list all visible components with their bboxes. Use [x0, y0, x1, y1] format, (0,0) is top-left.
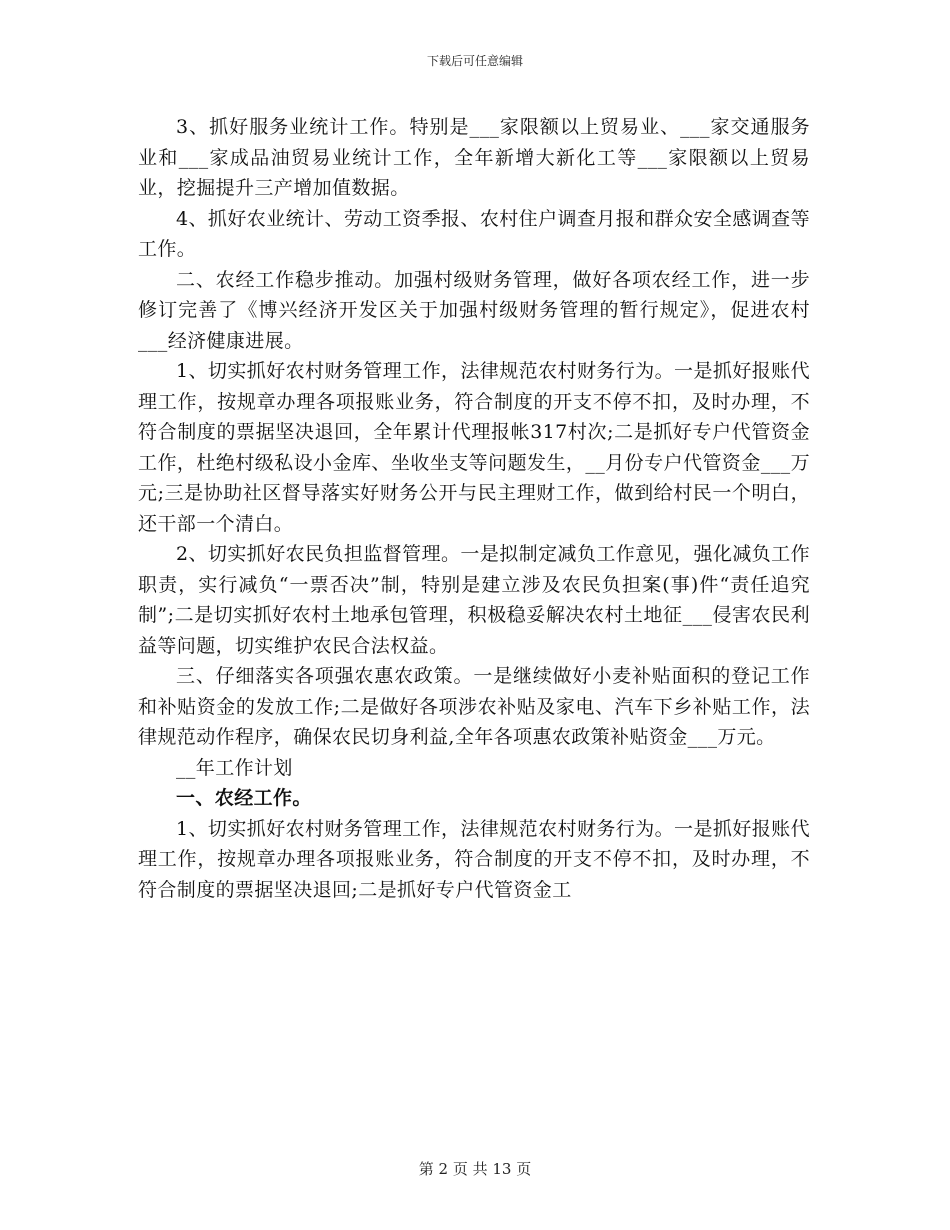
page-footer: 第 2 页 共 13 页 — [418, 1160, 532, 1178]
paragraph-agri-economy: 二、农经工作稳步推动。加强村级财务管理，做好各项农经工作，进一步修订完善了《博兴经济开发区关于加强村级财务管理的暂行规定》，促进农村___经济健康进展。 — [138, 268, 810, 352]
paragraph-work-plan-title: __年工作计划 — [176, 756, 293, 779]
paragraph-farmer-burden: 2、切实抓好农民负担监督管理。一是拟制定减负工作意见，强化减负工作职责，实行减负“一票否决”制，特别是建立涉及农民负担案(事)件“责任追究制”;二是切实抓好农村土地承包管理，积极稳妥解决农村土地征___侵害农民利益等问题，切实维护农民合法权益。 — [138, 543, 810, 657]
section-heading: 一、农经工作。 — [176, 787, 312, 809]
paragraph-agriculture-statistics: 4、抓好农业统计、劳动工资季报、农村住户调查月报和群众安全感调查等工作。 — [138, 207, 810, 260]
page-header: 下载后可任意编辑 — [426, 54, 523, 68]
paragraph-rural-finance: 1、切实抓好农村财务管理工作，法律规范农村财务行为。一是抓好报账代理工作，按规章办理各项报账业务，符合制度的开支不停不扣，及时办理，不符合制度的票据坚决退回，全年累计代理报帐317村次;二是抓好专户代管资金工作，杜绝村级私设小金库、坐收坐支等问题发生，__月份专户代管资金___万元;三是协助社区督导落实好财务公开与民主理财工作，做到给村民一个明白，还干部一个清白。 — [138, 360, 810, 535]
paragraph-service-statistics: 3、抓好服务业统计工作。特别是___家限额以上贸易业、___家交通服务业和___家成品油贸易业统计工作，全年新增大新化工等___家限额以上贸易业，挖掘提升三产增加值数据。 — [138, 116, 810, 199]
paragraph-plan-finance: 1、切实抓好农村财务管理工作，法律规范农村财务行为。一是抓好报账代理工作，按规章办理各项报账业务，符合制度的开支不停不扣，及时办理，不符合制度的票据坚决退回;二是抓好专户代管资金工 — [138, 817, 810, 901]
paragraph-policies: 三、仔细落实各项强农惠农政策。一是继续做好小麦补贴面积的登记工作和补贴资金的发放工作;二是做好各项涉农补贴及家电、汽车下乡补贴工作，法律规范动作程序，确保农民切身利益,全年各项惠农政策补贴资金___万元。 — [138, 665, 810, 748]
document-body — [138, 112, 810, 905]
